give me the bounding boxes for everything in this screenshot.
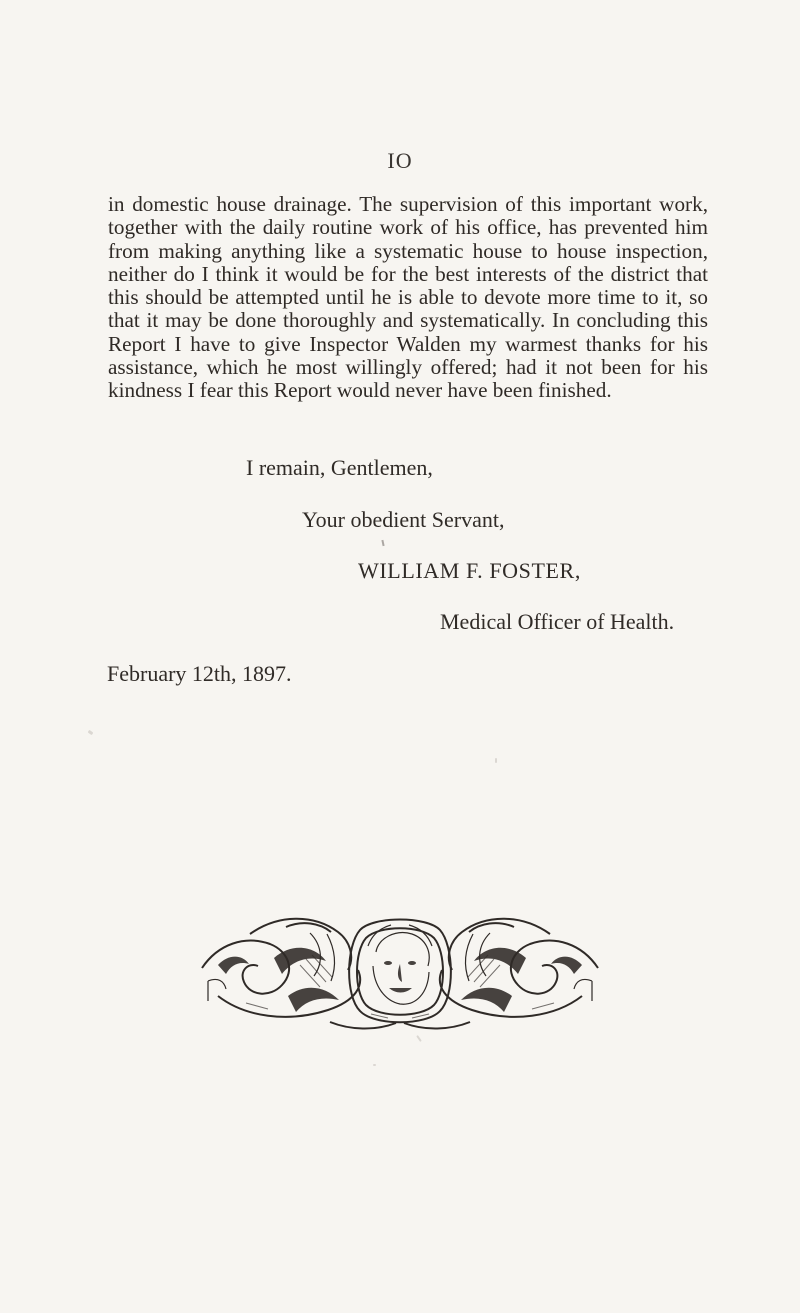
paper-speck (495, 758, 497, 763)
paper-speck (416, 1035, 422, 1042)
body-paragraph: in domestic house drainage. The supervision of this important work, together with the daily routine work of his office, has prevented him from making anything like a systematic house to house inspection, neither do I think it would be for the best interests of the district that this should be attempted until he is able to devote more time to it, so that it may be done thoroughly and systematically. In concluding this Report I have to give Inspector Walden my warmest thanks for his assistance, which he most willingly offered; had it not been for his kindness I fear this Report would never have been finished. (108, 192, 708, 403)
document-date: February 12th, 1897. (107, 661, 292, 686)
signature-title: Medical Officer of Health. (440, 609, 675, 634)
stray-ink-mark (381, 540, 384, 546)
paper-speck (88, 730, 94, 735)
paper-speck (373, 1064, 376, 1066)
signature-name: WILLIAM F. FOSTER, (358, 558, 581, 583)
closing-servant-line: Your obedient Servant, (302, 507, 505, 532)
ornamental-tailpiece-icon (190, 910, 610, 1032)
page-number: IO (387, 148, 413, 173)
closing-salutation: I remain, Gentlemen, (246, 455, 433, 480)
